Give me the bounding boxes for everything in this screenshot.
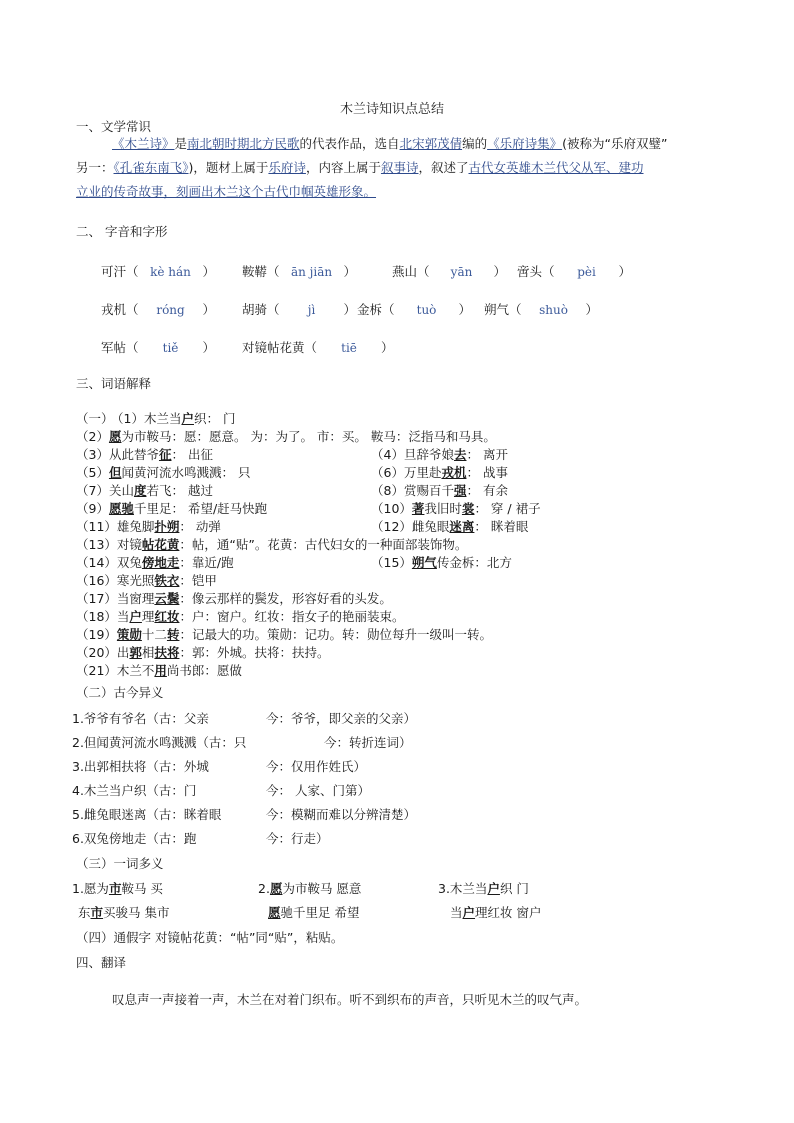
literature-line-3 [76, 181, 376, 202]
translation-text: 叹息声一声接着一声，木兰在对着门织布。听不到织布的声音，只听见木兰的叹气声。 [112, 992, 588, 1007]
key-word: 扑朔 [154, 519, 180, 534]
pron-word: 鞍鞯（ [242, 264, 280, 279]
vocab-item [76, 445, 213, 463]
item-text: 买骏马 集市 [103, 905, 170, 920]
key-word: 郭 [129, 645, 142, 660]
item-text: 2. [258, 881, 270, 896]
item-text: ： 战事 [466, 465, 508, 480]
item-text: （5） [76, 465, 109, 480]
vocab-item [371, 499, 541, 517]
vocab-item [76, 535, 467, 553]
pron-item [242, 262, 356, 280]
polysemy-item [268, 903, 360, 921]
key-word: 愿 [269, 881, 283, 896]
text-fragment: 编的 [462, 136, 488, 151]
key-word: 裳 [461, 501, 475, 516]
key-word: 朔气 [411, 555, 437, 570]
item-text: （1）木兰当 [111, 411, 182, 426]
pron-pinyin: tiě [162, 341, 179, 355]
item-text: （11）雄兔脚 [76, 519, 155, 534]
item-text: （4）旦辞爷娘 [371, 447, 454, 462]
collection-term: 《乐府诗集》 [487, 136, 563, 151]
item-text: 理红妆 窗户 [475, 905, 542, 920]
item-text: 1.愿为 [72, 881, 109, 896]
page-title: 木兰诗知识点总结 [340, 102, 445, 117]
key-word: 度 [133, 483, 147, 498]
item-text: 东 [78, 905, 91, 920]
item-text: （10） [371, 501, 412, 516]
item-text: ： 有余 [466, 483, 508, 498]
pron-word: 对镜帖花黄（ [242, 340, 318, 355]
pron-pinyin: tiē [341, 341, 357, 355]
item-text: 3.木兰当 [438, 881, 488, 896]
pron-close: ） [585, 302, 599, 317]
pron-item [101, 262, 215, 280]
text-fragment: )，题材上属于 [188, 160, 269, 175]
pron-item [517, 262, 631, 280]
genre-term: 乐府诗 [268, 160, 306, 175]
pron-item [392, 262, 506, 280]
text-fragment: 另一： [76, 160, 114, 175]
pron-item [101, 338, 215, 356]
key-word: 扶将 [154, 645, 180, 660]
item-text: ： 穿 / 裙子 [474, 501, 541, 516]
editor-term: 北宋郭茂倩 [399, 136, 463, 151]
pron-close: ） [202, 302, 216, 317]
item-text: （2） [76, 429, 109, 444]
item-text: （13）对镜 [76, 537, 142, 552]
literature-line-2 [76, 157, 644, 178]
pron-pinyin: pèi [577, 265, 596, 279]
key-word: 户 [181, 411, 194, 426]
pron-close: ） [202, 340, 216, 355]
item-text: （19） [76, 627, 117, 642]
key-word: 去 [453, 447, 467, 462]
modern-meaning: 今：爷爷，即父亲的父亲） [266, 711, 417, 726]
key-word: 户 [462, 905, 476, 920]
vocab-item [111, 409, 235, 427]
item-text: （14）双兔 [76, 555, 142, 570]
sub-heading-3: （三）一词多义 [76, 856, 164, 871]
vocab-item [76, 589, 392, 607]
text-fragment: 是 [174, 136, 188, 151]
item-text: ：记最大的功。策勋：记功。转：勋位每升一级叫一转。 [179, 627, 492, 642]
item-text: ：帖，通“贴”。花黄：古代妇女的一种面部装饰物。 [179, 537, 468, 552]
vocab-item [76, 553, 234, 571]
item-text: （7）关山 [76, 483, 134, 498]
modern-meaning: 今：仅用作姓氏） [266, 759, 367, 774]
modern-meaning: 今： 人家、门第） [266, 783, 370, 798]
key-word: 傍地走 [141, 555, 180, 570]
key-word: 著 [411, 501, 425, 516]
pron-item [357, 300, 471, 318]
pron-item [484, 300, 598, 318]
section-heading-pronunciation: 二、 字音和字形 [76, 224, 168, 239]
key-word: 愿 [108, 429, 122, 444]
item-text: 鞍马 买 [121, 881, 163, 896]
section-heading-translation: 四、翻译 [76, 955, 127, 970]
section-heading-vocab: 三、词语解释 [76, 376, 152, 391]
polysemy-item [258, 879, 361, 897]
vocab-item [371, 445, 508, 463]
vocab-item [371, 553, 512, 571]
pron-close: ） [202, 264, 216, 279]
pron-item [101, 300, 215, 318]
item-text: （17）当窗理 [76, 591, 155, 606]
key-word: 但 [108, 465, 122, 480]
polysemy-item [78, 903, 170, 921]
pron-pinyin: tuò [416, 303, 437, 317]
item-text: 理 [141, 609, 155, 624]
pron-word: 燕山（ [392, 264, 430, 279]
key-word: 征 [158, 447, 172, 462]
item-text: 闻黄河流水鸣溅溅： 只 [121, 465, 251, 480]
pron-item [242, 300, 356, 318]
key-word: 铁衣 [154, 573, 180, 588]
pron-word: 朔气（ [484, 302, 522, 317]
poem-title: 《木兰诗》 [112, 136, 175, 151]
text-fragment: ，叙述了 [418, 160, 469, 175]
key-word: 云鬓 [154, 591, 180, 606]
pron-word: 胡骑（ [242, 302, 280, 317]
item-text: ：像云那样的鬓发，形容好看的头发。 [179, 591, 392, 606]
polysemy-item [438, 879, 529, 897]
pron-pinyin: ān jiān [290, 265, 333, 279]
item-text: 十二 [141, 627, 167, 642]
literature-line-1 [112, 133, 667, 154]
item-text: ： 眯着眼 [474, 519, 529, 534]
companion-poem: 《孔雀东南飞》 [113, 160, 189, 175]
vocab-item [76, 571, 217, 589]
key-word: 帖花黄 [141, 537, 180, 552]
pron-pinyin: shuò [539, 303, 568, 317]
item-text: （3）从此替爷 [76, 447, 159, 462]
pron-pinyin: jì [307, 303, 316, 317]
text-fragment: 的代表作品，选自 [299, 136, 400, 151]
vocab-item [371, 463, 508, 481]
item-text: （8）赏赐百千 [371, 483, 454, 498]
modern-meaning: 今：模糊而难以分辨清楚） [266, 807, 417, 822]
item-text: （18）当 [76, 609, 130, 624]
item-text: 为市鞍马 愿意 [282, 881, 362, 896]
sub-heading-4: （四）通假字 对镜帖花黄：“帖”同“贴”，粘贴。 [76, 930, 344, 945]
pron-close: ） [343, 264, 357, 279]
item-text: 我旧时 [424, 501, 462, 516]
key-word: 户 [487, 881, 500, 896]
pron-word: 戎机（ [101, 302, 139, 317]
story-summary-cont: 立业的传奇故事，刻画出木兰这个古代巾帼英雄形象。 [76, 184, 377, 199]
key-word: 用 [154, 663, 167, 678]
item-text: 相 [141, 645, 155, 660]
sub-heading-2: （二）古今异义 [76, 685, 164, 700]
ancient-meaning: 5.雌兔眼迷离（古：眯着眼 [72, 807, 222, 822]
pron-word: 金柝（ [357, 302, 395, 317]
pron-close: ） [618, 264, 632, 279]
vocab-item [76, 661, 242, 679]
item-text: ：户：窗户。红妆：指女子的艳丽装束。 [179, 609, 405, 624]
key-word: 戎机 [441, 465, 467, 480]
item-text: （6）万里赴 [371, 465, 442, 480]
item-text: ：靠近/跑 [179, 555, 234, 570]
era-term: 南北朝时期北方民歌 [187, 136, 300, 151]
key-word: 市 [90, 905, 104, 920]
sub-heading-1: （一） [76, 411, 114, 426]
modern-meaning: 今：转折连词） [324, 735, 412, 750]
item-text: （21）木兰不 [76, 663, 155, 678]
item-text: 若飞： 越过 [146, 483, 213, 498]
pron-pinyin: yān [450, 265, 473, 279]
vocab-item [76, 607, 404, 625]
ancient-meaning: 2.但闻黄河流水鸣溅溅（古：只 [72, 735, 247, 750]
ancient-meaning: 3.出郭相扶将（古：外城 [72, 759, 209, 774]
item-text: ：铠甲 [179, 573, 217, 588]
item-text: 为市鞍马：愿：愿意。 为：为了。 市：买。 鞍马：泛指马和马具。 [121, 429, 496, 444]
vocab-item [76, 517, 221, 535]
key-word: 市 [108, 881, 122, 896]
item-text: 千里足： 希望/赶马快跑 [133, 501, 268, 516]
vocab-item [371, 481, 508, 499]
key-word: 转 [166, 627, 180, 642]
key-word: 迷离 [449, 519, 475, 534]
modern-meaning: 今：行走） [266, 831, 329, 846]
polysemy-item [450, 903, 542, 921]
key-word: 户 [129, 609, 142, 624]
vocab-item [76, 625, 492, 643]
item-text: 传金柝：北方 [436, 555, 512, 570]
key-word: 策勋 [116, 627, 142, 642]
vocab-item [76, 499, 267, 517]
key-word: 强 [453, 483, 467, 498]
pron-word: 可汗（ [101, 264, 139, 279]
item-text: （15） [371, 555, 412, 570]
ancient-meaning: 1.爷爷有爷名（古：父亲 [72, 711, 209, 726]
item-text: ： 动弹 [179, 519, 221, 534]
item-text: 尚书郎：愿做 [166, 663, 242, 678]
pron-word: 军帖（ [101, 340, 139, 355]
key-word: 红妆 [154, 609, 180, 624]
pron-pinyin: róng [156, 303, 185, 317]
vocab-item [76, 481, 213, 499]
item-text: ：郭：外城。扶将：扶持。 [179, 645, 330, 660]
item-text: ： 出征 [171, 447, 213, 462]
text-fragment: ，内容上属于 [305, 160, 381, 175]
pron-close: ） [493, 264, 507, 279]
ancient-meaning: 4.木兰当户织（古：门 [72, 783, 197, 798]
item-text: （12）雌兔眼 [371, 519, 450, 534]
pron-item [242, 338, 394, 356]
text-fragment: (被称为“乐府双璧” [562, 136, 668, 151]
pron-word: 啻头（ [517, 264, 555, 279]
pron-close: ） [458, 302, 472, 317]
item-text: （16）寒光照 [76, 573, 155, 588]
item-text: 织： 门 [193, 411, 236, 426]
item-text: （9） [76, 501, 109, 516]
pron-close: ） [343, 302, 357, 317]
item-text: （20）出 [76, 645, 130, 660]
key-word: 愿驰 [108, 501, 134, 516]
vocab-item [371, 517, 528, 535]
item-text: 织 门 [499, 881, 529, 896]
key-word: 愿 [268, 905, 281, 920]
item-text: 当 [450, 905, 463, 920]
vocab-item [76, 643, 329, 661]
vocab-item [76, 463, 250, 481]
pron-pinyin: kè hán [150, 265, 191, 279]
section-heading-literature: 一、文学常识 [76, 119, 152, 134]
vocab-item [76, 427, 496, 445]
item-text: ： 离开 [466, 447, 508, 462]
item-text: 驰千里足 希望 [280, 905, 360, 920]
content-term: 叙事诗 [380, 160, 419, 175]
ancient-meaning: 6.双兔傍地走（古：跑 [72, 831, 197, 846]
story-summary: 古代女英雄木兰代父从军、建功 [468, 160, 644, 175]
pron-close: ） [381, 340, 394, 355]
polysemy-item [72, 879, 163, 897]
